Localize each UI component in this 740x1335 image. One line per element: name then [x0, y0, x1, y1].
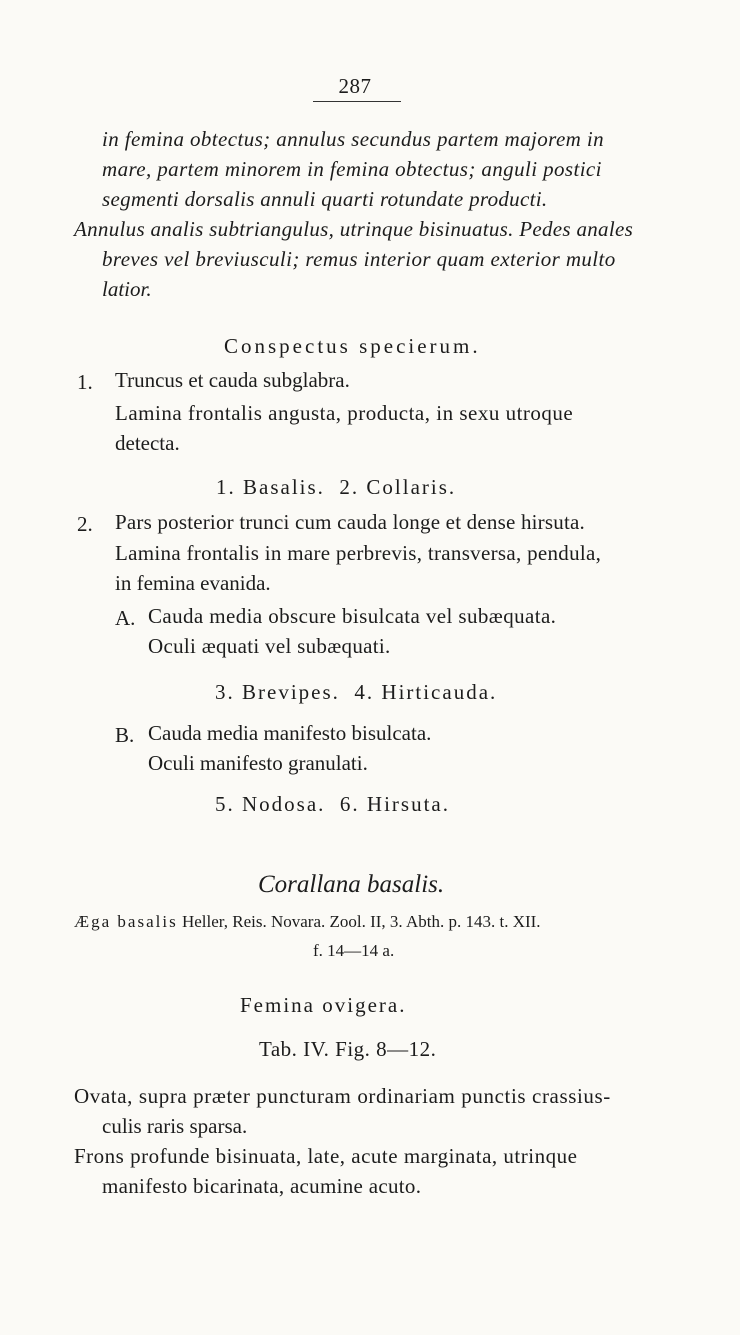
- item-1-number: 1.: [77, 370, 93, 394]
- sub-a-label: A.: [115, 606, 136, 630]
- sub-b-line-2: Oculi manifesto granulati.: [148, 751, 368, 775]
- species-reference-line-2: f. 14—14 a.: [313, 941, 395, 960]
- intro-line-6: latior.: [102, 277, 152, 301]
- sub-a-line-2: Oculi æquati vel subæquati.: [148, 634, 391, 658]
- desc-1-line-1: Ovata, supra præter puncturam ordinariam punctis crassius-: [74, 1084, 611, 1108]
- intro-line-1: in femina obtectus; annulus secundus partem majorem in: [102, 127, 605, 151]
- reference-citation: Heller, Reis. Novara. Zool. II, 3. Abth. p. 143. t. XII.: [181, 912, 541, 931]
- item-2-line-1: Pars posterior trunci cum cauda longe et dense hirsuta.: [115, 510, 585, 534]
- intro-line-2: mare, partem minorem in femina obtectus; anguli postici: [102, 157, 602, 181]
- tab-fig-reference: Tab. IV. Fig. 8—12.: [259, 1037, 437, 1061]
- page-number-rule: [313, 101, 401, 102]
- conspectus-heading: Conspectus specierum.: [224, 334, 481, 358]
- desc-1-line-2: culis raris sparsa.: [102, 1114, 248, 1138]
- intro-line-4: Annulus analis subtriangulus, utrinque bisinuatus. Pedes anales: [74, 217, 634, 241]
- sub-b-line-1: Cauda media manifesto bisulcata.: [148, 721, 432, 745]
- item-2-number: 2.: [77, 512, 93, 536]
- sub-a-line-1: Cauda media obscure bisulcata vel subæquata.: [148, 604, 557, 628]
- species-list-1-2: 1. Basalis. 2. Collaris.: [216, 475, 457, 499]
- species-list-3-4: 3. Brevipes. 4. Hirticauda.: [215, 680, 498, 704]
- sub-b-label: B.: [115, 723, 135, 747]
- page-number: 287: [338, 74, 372, 98]
- intro-line-3: segmenti dorsalis annuli quarti rotundate producti.: [102, 187, 548, 211]
- species-list-5-6: 5. Nodosa. 6. Hirsuta.: [215, 792, 450, 816]
- item-1-line-3: detecta.: [115, 431, 180, 455]
- desc-2-line-2: manifesto bicarinata, acumine acuto.: [102, 1174, 422, 1198]
- item-2-line-2: Lamina frontalis in mare perbrevis, transversa, pendula,: [115, 541, 602, 565]
- item-1-line-2: Lamina frontalis angusta, producta, in sexu utroque: [115, 401, 574, 425]
- intro-line-5: breves vel breviusculi; remus interior quam exterior multo: [102, 247, 616, 271]
- item-1-line-1: Truncus et cauda subglabra.: [115, 368, 350, 392]
- species-reference-line-1: [74, 913, 541, 930]
- desc-2-line-1: Frons profunde bisinuata, late, acute marginata, utrinque: [74, 1144, 578, 1168]
- reference-name: Æga basalis: [74, 912, 178, 931]
- item-2-line-3: in femina evanida.: [115, 571, 271, 595]
- species-title: Corallana basalis.: [258, 871, 445, 898]
- femina-heading: Femina ovigera.: [240, 993, 407, 1017]
